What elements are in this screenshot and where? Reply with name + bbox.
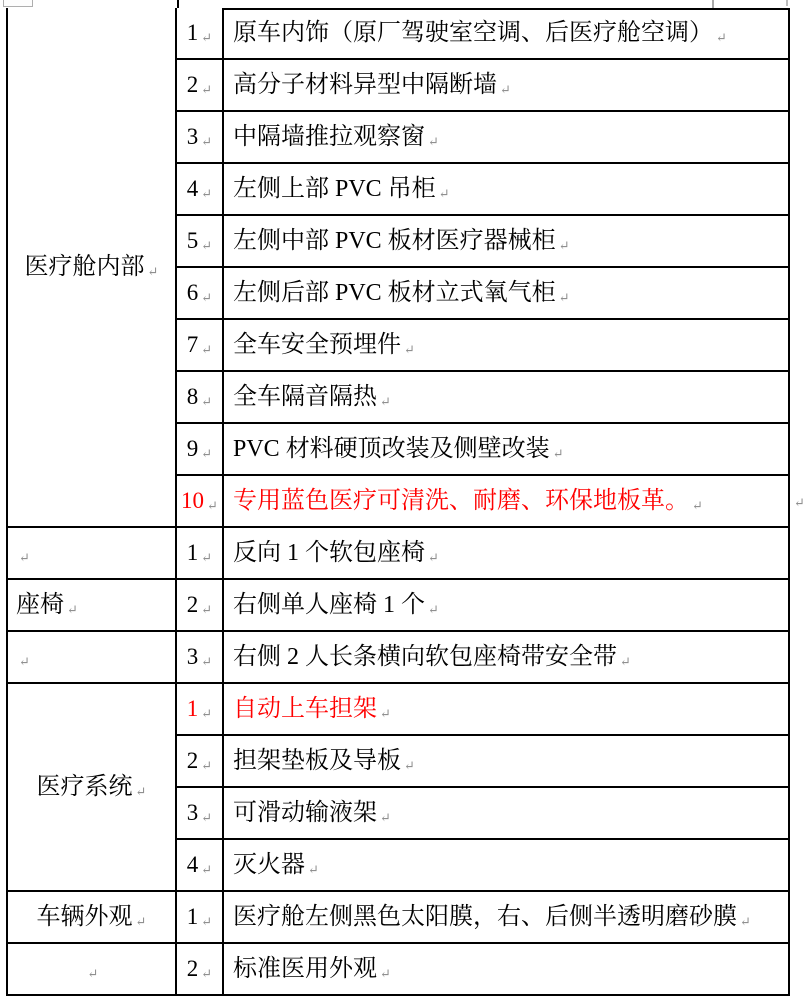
paragraph-mark-icon: ↵ [201, 705, 213, 721]
paragraph-mark-icon: ↵ [428, 549, 439, 565]
category-cell-empty [6, 944, 177, 994]
row-number-cell [177, 944, 222, 994]
paragraph-mark-icon: ↵ [552, 445, 564, 461]
row-description-cell [222, 268, 790, 318]
paragraph-mark-icon: ↵ [380, 705, 391, 721]
category-label: 医疗系统 [36, 773, 133, 800]
section-rows [177, 8, 790, 526]
paragraph-mark-icon: ↵ [201, 133, 213, 149]
category-label: 医疗舱内部 [24, 253, 145, 280]
paragraph-mark-icon: ↵ [692, 497, 703, 513]
row-number-cell [177, 320, 222, 370]
row-number: 4 [186, 176, 199, 202]
row-description-cell [222, 528, 790, 578]
row-number: 7 [186, 332, 199, 358]
paragraph-mark-icon: ↵ [380, 809, 391, 825]
row-number-cell [177, 372, 222, 422]
row-number-cell [177, 164, 222, 214]
table-row [177, 112, 790, 164]
row-number-cell [177, 788, 222, 838]
table-row [6, 892, 790, 944]
table-row [177, 8, 790, 60]
row-number-cell [177, 528, 222, 578]
paragraph-mark-icon: ↵ [201, 237, 213, 253]
row-number: 3 [186, 644, 199, 670]
row-text: 右侧 2 人长条横向软包座椅带安全带 [233, 643, 617, 670]
table-row [177, 268, 790, 320]
row-number: 2 [186, 72, 199, 98]
category-cell-empty [6, 632, 177, 682]
row-text: 中隔墙推拉观察窗 [233, 123, 425, 150]
row-description-cell [222, 164, 790, 214]
category-cell [6, 580, 177, 630]
row-description-cell [222, 320, 790, 370]
table-row [177, 424, 790, 476]
paragraph-mark-icon: ↵ [147, 263, 159, 279]
paragraph-mark-icon: ↵ [716, 29, 727, 45]
category-cell [6, 8, 177, 526]
paragraph-mark-icon: ↵ [201, 393, 213, 409]
paragraph-mark-icon: ↵ [201, 445, 213, 461]
row-description-cell [222, 788, 790, 838]
row-number-cell [177, 8, 222, 58]
paragraph-mark-icon: ↵ [404, 341, 415, 357]
row-number: 1 [186, 540, 199, 566]
table-row [6, 580, 790, 632]
table-row [6, 528, 790, 580]
row-number: 1 [186, 20, 199, 46]
row-number-cell [177, 112, 222, 162]
row-description-cell [222, 840, 790, 890]
table-row [177, 840, 790, 890]
table-row [177, 320, 790, 372]
row-text: 专用蓝色医疗可清洗、耐磨、环保地板革。 [233, 487, 689, 514]
row-description-cell [222, 60, 790, 110]
row-description-cell [222, 112, 790, 162]
row-number: 1 [186, 696, 199, 722]
row-number-cell [177, 736, 222, 786]
paragraph-mark-icon: ↵ [201, 861, 213, 877]
row-description-cell [222, 632, 790, 682]
row-number-cell [177, 632, 222, 682]
row-description-cell [222, 476, 790, 526]
row-number: 2 [186, 592, 199, 618]
section-medical-system [6, 684, 790, 892]
row-number: 9 [186, 436, 199, 462]
section-seats [6, 528, 790, 684]
table-row [177, 372, 790, 424]
row-text: 全车隔音隔热 [233, 383, 377, 410]
table-row [177, 216, 790, 268]
row-description-cell [222, 216, 790, 266]
row-text: 高分子材料异型中隔断墙 [233, 71, 497, 98]
row-text: 右侧单人座椅 1 个 [233, 591, 425, 618]
table-row [6, 944, 790, 994]
category-label: 车辆外观 [36, 903, 133, 930]
paragraph-mark-icon: ↵ [438, 185, 450, 201]
paragraph-mark-icon: ↵ [201, 653, 213, 669]
row-number-cell [177, 840, 222, 890]
category-cell-empty [6, 528, 177, 578]
row-number: 1 [186, 904, 199, 930]
row-number: 8 [186, 384, 199, 410]
row-number: 2 [186, 748, 199, 774]
table-row [177, 736, 790, 788]
paragraph-mark-icon: ↵ [620, 653, 631, 669]
paragraph-mark-icon: ↵ [201, 965, 213, 981]
paragraph-mark-icon: ↵ [404, 757, 415, 773]
table-row [6, 632, 790, 682]
row-number: 2 [186, 956, 199, 982]
paragraph-mark-icon: ↵ [201, 81, 213, 97]
paragraph-mark-icon: ↵ [201, 549, 213, 565]
table-row [177, 788, 790, 840]
row-text: 左侧上部 PVC 吊柜 [233, 175, 436, 202]
row-description-cell [222, 580, 790, 630]
paragraph-mark-icon: ↵ [19, 653, 30, 669]
row-description-cell [222, 892, 790, 942]
paragraph-mark-icon: ↵ [201, 913, 213, 929]
row-text: 灭火器 [233, 851, 305, 878]
table-row-highlighted [177, 476, 790, 526]
paragraph-mark-icon: ↵ [380, 965, 391, 981]
row-number: 3 [186, 800, 199, 826]
row-number-cell [177, 268, 222, 318]
paragraph-mark-icon: ↵ [67, 601, 78, 617]
category-label: 座椅 [16, 591, 64, 618]
row-text: 左侧后部 PVC 板材立式氧气柜 [233, 279, 556, 306]
paragraph-mark-icon: ↵ [201, 29, 213, 45]
row-text: 可滑动输液架 [233, 799, 377, 826]
table-row-highlighted [177, 684, 790, 736]
row-description-cell [222, 736, 790, 786]
row-number-cell [177, 60, 222, 110]
column-border-stub-gray [712, 0, 714, 8]
row-text: 左侧中部 PVC 板材医疗器械柜 [233, 227, 556, 254]
row-description-cell [222, 8, 790, 58]
row-description-cell [222, 424, 790, 474]
row-text: 反向 1 个软包座椅 [233, 539, 425, 566]
paragraph-mark-icon: ↵ [135, 913, 147, 929]
section-medical-cabin-interior [6, 8, 790, 528]
paragraph-mark-icon: ↵ [201, 289, 213, 305]
paragraph-mark-icon: ↵ [201, 809, 213, 825]
paragraph-mark-icon: ↵ [201, 341, 213, 357]
row-text: 担架垫板及导板 [233, 747, 401, 774]
row-number-cell [177, 684, 222, 734]
row-number: 10 [181, 488, 205, 514]
paragraph-mark-icon: ↵ [558, 289, 570, 305]
row-number: 4 [186, 852, 199, 878]
row-number-cell [177, 216, 222, 266]
paragraph-mark-icon: ↵ [207, 497, 218, 513]
row-description-cell [222, 372, 790, 422]
paragraph-mark-icon: ↵ [19, 549, 30, 565]
row-description-cell [222, 684, 790, 734]
table-row [177, 164, 790, 216]
section-vehicle-exterior [6, 892, 790, 996]
paragraph-mark-icon: ↵ [380, 393, 391, 409]
row-number-cell [177, 476, 222, 526]
row-text: PVC 材料硬顶改装及侧壁改装 [233, 435, 550, 462]
row-text: 自动上车担架 [233, 695, 377, 722]
paragraph-mark-icon: ↵ [500, 81, 511, 97]
section-rows [177, 684, 790, 890]
paragraph-mark-icon: ↵ [740, 913, 751, 929]
end-of-row-mark-icon: ↵ [794, 495, 805, 510]
paragraph-mark-icon: ↵ [558, 237, 570, 253]
category-cell [6, 892, 177, 942]
paragraph-mark-icon: ↵ [201, 601, 213, 617]
column-border-stub-gray [786, 0, 788, 6]
category-cell [6, 684, 177, 890]
table-row [177, 60, 790, 112]
paragraph-mark-icon: ↵ [308, 861, 319, 877]
table-move-handle [3, 0, 33, 7]
row-number-cell [177, 892, 222, 942]
paragraph-mark-icon: ↵ [201, 757, 213, 773]
row-number: 3 [186, 124, 199, 150]
spec-table [6, 8, 790, 996]
row-number-cell [177, 580, 222, 630]
paragraph-mark-icon: ↵ [135, 783, 147, 799]
paragraph-mark-icon: ↵ [87, 965, 99, 981]
column-border-stub [177, 0, 179, 8]
row-text: 标准医用外观 [233, 955, 377, 982]
row-description-cell [222, 944, 790, 994]
paragraph-mark-icon: ↵ [201, 185, 213, 201]
row-text: 全车安全预埋件 [233, 331, 401, 358]
row-text: 医疗舱左侧黑色太阳膜，右、后侧半透明磨砂膜 [233, 903, 737, 930]
row-number-cell [177, 424, 222, 474]
row-number: 5 [186, 228, 199, 254]
paragraph-mark-icon: ↵ [428, 133, 439, 149]
row-text: 原车内饰（原厂驾驶室空调、后医疗舱空调） [233, 19, 713, 46]
paragraph-mark-icon: ↵ [428, 601, 439, 617]
row-number: 6 [186, 280, 199, 306]
